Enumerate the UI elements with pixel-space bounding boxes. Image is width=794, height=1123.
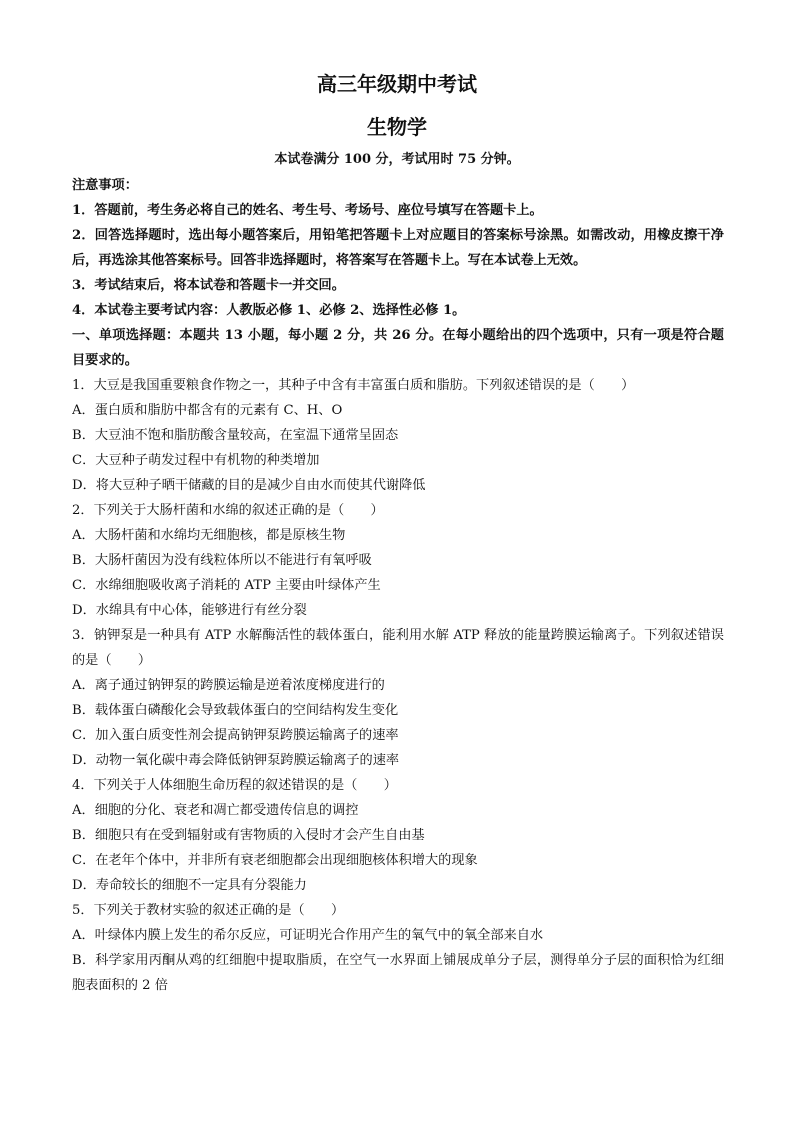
option: B．细胞只有在受到辐射或有害物质的入侵时才会产生自由基 [72, 828, 425, 843]
option: D．将大豆种子晒干储藏的目的是减少自由水而使其代谢降低 [72, 478, 426, 493]
subject-title: 生物学 [367, 115, 427, 139]
question-1 [72, 373, 724, 498]
question-stem: 1．大豆是我国重要粮食作物之一，其种子中含有丰富蛋白质和脂肪。下列叙述错误的是（ ） [72, 378, 635, 393]
question-stem: 3．钠钾泵是一种具有 ATP 水解酶活性的载体蛋白，能利用水解 ATP 释放的能量跨膜运输离子。下列叙述错误的是（ ） [72, 628, 724, 668]
question-5 [72, 898, 724, 998]
option: A．蛋白质和脂肪中都含有的元素有 C、H、O [72, 403, 343, 418]
note-item: 3．考试结束后，将本试卷和答题卡一并交回。 [72, 278, 345, 293]
option: A．细胞的分化、衰老和凋亡都受遗传信息的调控 [72, 803, 359, 818]
question-stem: 2．下列关于大肠杆菌和水绵的叙述正确的是（ ） [72, 503, 384, 518]
exam-title: 高三年级期中考试 [317, 72, 477, 96]
option: A．离子通过钠钾泵的跨膜运输是逆着浓度梯度进行的 [72, 678, 385, 693]
option: D．水绵具有中心体，能够进行有丝分裂 [72, 603, 307, 618]
note-item: 1．答题前，考生务必将自己的姓名、考生号、考场号、座位号填写在答题卡上。 [72, 203, 543, 218]
question-3 [72, 623, 724, 773]
exam-body [72, 173, 724, 998]
option: C．加入蛋白质变性剂会提高钠钾泵跨膜运输离子的速率 [72, 728, 399, 743]
option: B．大肠杆菌因为没有线粒体所以不能进行有氧呼吸 [72, 553, 372, 568]
question-stem: 4．下列关于人体细胞生命历程的叙述错误的是（ ） [72, 778, 397, 793]
option: D．寿命较长的细胞不一定具有分裂能力 [72, 878, 307, 893]
notes-heading: 注意事项： [72, 178, 138, 193]
note-item: 4．本试卷主要考试内容：人教版必修 1、必修 2、选择性必修 1。 [72, 303, 466, 318]
option: A．大肠杆菌和水绵均无细胞核，都是原核生物 [72, 528, 346, 543]
note-item: 2．回答选择题时，选出每小题答案后，用铅笔把答题卡上对应题目的答案标号涂黑。如需改动，用橡皮擦干净后，再选涂其他答案标号。回答非选择题时，将答案写在答题卡上。写在本试卷上无效。 [72, 228, 724, 268]
option: B．科学家用丙酮从鸡的红细胞中提取脂质，在空气一水界面上铺展成单分子层，测得单分子层的面积恰为红细胞表面积的 2 倍 [72, 953, 724, 993]
option: B．载体蛋白磷酸化会导致载体蛋白的空间结构发生变化 [72, 703, 399, 718]
question-2 [72, 498, 724, 623]
option: C．在老年个体中，并非所有衰老细胞都会出现细胞核体积增大的现象 [72, 853, 478, 868]
section-heading: 一、单项选择题：本题共 13 小题，每小题 2 分，共 26 分。在每小题给出的四个选项中，只有一项是符合题目要求的。 [72, 328, 724, 368]
option: C．大豆种子萌发过程中有机物的种类增加 [72, 453, 320, 468]
exam-meta: 本试卷满分 100 分，考试用时 75 分钟。 [274, 152, 520, 167]
option: D．动物一氧化碳中毒会降低钠钾泵跨膜运输离子的速率 [72, 753, 400, 768]
option: A．叶绿体内膜上发生的希尔反应，可证明光合作用产生的氧气中的氧全部来自水 [72, 928, 544, 943]
option: C．水绵细胞吸收离子消耗的 ATP 主要由叶绿体产生 [72, 578, 381, 593]
option: B．大豆油不饱和脂肪酸含量较高，在室温下通常呈固态 [72, 428, 399, 443]
question-4 [72, 773, 724, 898]
question-stem: 5．下列关于教材实验的叙述正确的是（ ） [72, 903, 345, 918]
